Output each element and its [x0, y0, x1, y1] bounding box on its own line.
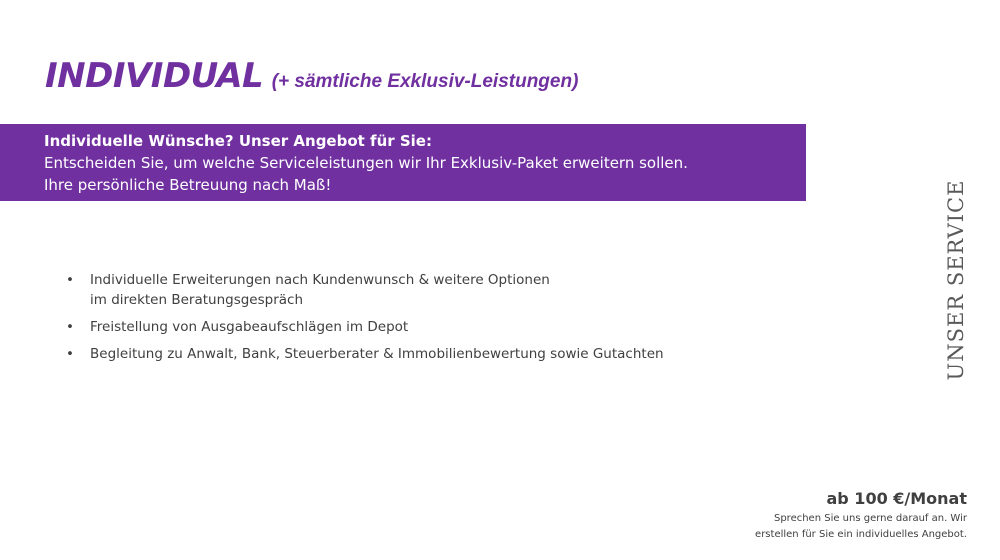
side-section-label: UNSER SERVICE — [944, 179, 968, 381]
list-item-text-continued: im direkten Beratungsgespräch — [90, 292, 304, 308]
list-item — [60, 270, 664, 310]
bullet-icon: • — [66, 319, 74, 335]
banner-heading: Individuelle Wünsche? Unser Angebot für Sie: — [44, 132, 432, 150]
list-item-text: Individuelle Erweiterungen nach Kundenwunsch & weitere Optionen — [90, 272, 550, 288]
list-item — [60, 317, 664, 337]
intro-banner — [0, 124, 806, 201]
list-item — [60, 344, 664, 364]
pricing-note-line-1: Sprechen Sie uns gerne darauf an. Wir — [773, 513, 967, 524]
list-item-text: Begleitung zu Anwalt, Bank, Steuerberater & Immobilienbewertung sowie Gutachten — [90, 346, 664, 362]
page-title — [45, 56, 578, 96]
banner-line-2: Ihre persönliche Betreuung nach Maß! — [44, 176, 332, 194]
bullet-icon: • — [66, 272, 74, 288]
pricing-block — [755, 488, 967, 542]
title-subtitle: (+ sämtliche Exklusiv-Leistungen) — [271, 71, 579, 92]
pricing-note-line-2: erstellen für Sie ein individuelles Angebot. — [755, 529, 967, 540]
list-item-text: Freistellung von Ausgabeaufschlägen im Depot — [90, 319, 409, 335]
banner-line-1: Entscheiden Sie, um welche Serviceleistungen wir Ihr Exklusiv-Paket erweitern sollen. — [44, 154, 688, 172]
bullet-icon: • — [66, 346, 74, 362]
service-list — [60, 270, 664, 371]
title-main: INDIVIDUAL — [45, 56, 264, 96]
price-label: ab 100 €/Monat — [826, 489, 967, 508]
